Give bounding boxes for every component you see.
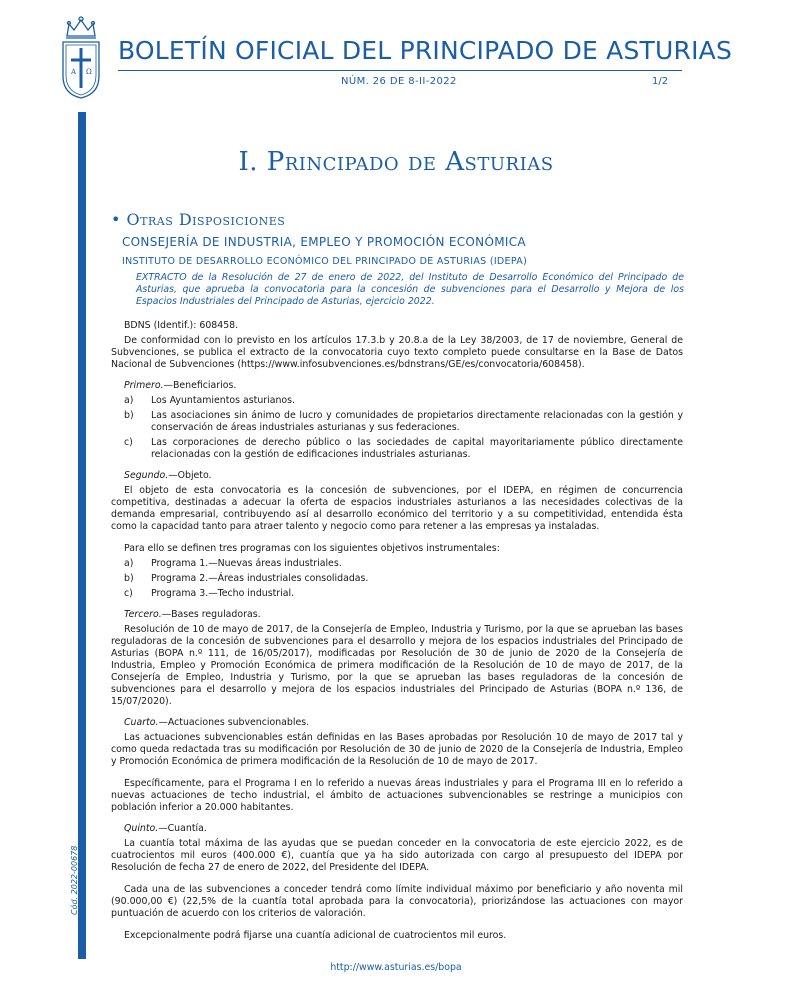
ministry-name: CONSEJERÍA DE INDUSTRIA, EMPLEO Y PROMOCIÓN ECONÓMICA (122, 235, 526, 249)
abstract: EXTRACTO de la Resolución de 27 de enero de 2022, del Instituto de Desarrollo Económico del Principado de Asturias, que aprueba la convocatoria para la concesión de subvenciones para el Desarrollo y Mejora de los Espacios Industriales del Principado de Asturias, ejercicio 2022. (136, 272, 684, 307)
list-item: b) Las asociaciones sin ánimo de lucro y comunidades de propietarios directamente relacionadas con la gestión y conservación de áreas industriales asturianas y sus federaciones. (124, 410, 683, 433)
side-margin-bar (78, 112, 86, 959)
section-title: I. Principado de Asturias (238, 147, 554, 177)
document-body (111, 320, 683, 942)
bulletin-title: BOLETÍN OFICIAL DEL PRINCIPADO DE ASTURIAS (118, 36, 733, 65)
heading-quinto: Quinto.—Cuantía. (124, 823, 207, 834)
paragraph: Cada una de las subvenciones a conceder tendrá como límite individual máximo por beneficiario y año noventa mil (90.000,00 €) (22,5% de la cuantía total aprobada para la convocatoria), priorizándose las actuaciones con mayor puntuación de acuerdo con los criterios de valoración. (111, 884, 683, 919)
asturias-crest-icon (57, 14, 105, 100)
header-divider (118, 70, 682, 71)
paragraph: Excepcionalmente podrá fijarse una cuantía adicional de cuatrocientos mil euros. (124, 930, 507, 941)
paragraph: La cuantía total máxima de las ayudas que se puedan conceder en la convocatoria de este ejercicio 2022, es de cuatrocientos mil euros (400.000 €), cuantía que ya ha sido autorizada con cargo al presupuesto del IDEPA por Resolución de fecha 27 de enero de 2022, del Presidente del IDEPA. (111, 838, 683, 873)
paragraph: El objeto de esta convocatoria es la concesión de subvenciones, por el IDEPA, en régimen de concurrencia competitiva, destinadas a adecuar la oferta de espacios industriales asturianos a las necesidades colectivas de la demanda empresarial, contribuyendo así al desarrollo económico del territorio y a su competitividad, entendida ésta como la capacidad tanto para atraer talento y negocio como para retener a las empresas ya instaladas. (111, 485, 683, 532)
intro-paragraph: De conformidad con lo previsto en los artículos 17.3.b y 20.8.a de la Ley 38/2003, de 17 de noviembre, General de Subvenciones, se publica el extracto de la convocatoria cuyo texto completo puede consultarse en la Base de Datos Nacional de Subvenciones (https://www.infosubvenciones.es/bdnstrans/GE/es/convocatoria/608458). (111, 335, 683, 370)
beneficiaries-list (124, 395, 683, 461)
paragraph: Específicamente, para el Programa I en lo referido a nuevas áreas industriales y para el Programa III en lo referido a nuevas actuaciones de techo industrial, el ámbito de actuaciones subvencionables se restringe a municipios con población inferior a 20.000 habitantes. (111, 778, 683, 813)
list-item: b) Programa 2.—Áreas industriales consolidadas. (124, 573, 369, 584)
paragraph: Para ello se definen tres programas con los siguientes objetivos instrumentales: (124, 543, 500, 554)
heading-cuarto: Cuarto.—Actuaciones subvencionables. (124, 717, 310, 728)
list-item: c) Programa 3.—Techo industrial. (124, 588, 295, 599)
subsection-title: • Otras Disposiciones (111, 210, 286, 229)
svg-text:Ω: Ω (86, 68, 92, 76)
paragraph: Resolución de 10 de mayo de 2017, de la Consejería de Empleo, Industria y Turismo, por la que se aprueban las bases reguladoras de la concesión de subvenciones para el desarrollo y mejora de los espacios industriales del Principado de Asturias (BOPA n.º 111, de 16/05/2017), modificadas por Resolución de 30 de junio de 2020 de la Consejería de Industria, Empleo y Promoción Económica de primera modificación de la Resolución de 10 de mayo de 2017, de la Consejería de Empleo, Industria y Turismo, por la que se aprueban las bases reguladoras de la concesión de subvenciones para el desarrollo y mejora de los espacios industriales del Principado de Asturias (BOPA n.º 136, de 15/07/2020). (111, 624, 683, 707)
document-code: Cód. 2022-00678 (70, 845, 79, 915)
heading-tercero: Tercero.—Bases reguladoras. (124, 609, 261, 620)
heading-segundo: Segundo.—Objeto. (124, 470, 212, 481)
footer-url-link[interactable]: http://www.asturias.es/bopa (330, 962, 462, 973)
list-item: a) Programa 1.—Nuevas áreas industriales. (124, 558, 342, 569)
page-number: 1/2 (652, 76, 669, 87)
list-item: a) Los Ayuntamientos asturianos. (124, 395, 296, 406)
institute-name: INSTITUTO DE DESARROLLO ECONÓMICO DEL PRINCIPADO DE ASTURIAS (IDEPA) (122, 256, 528, 267)
list-item: c) Las corporaciones de derecho público o las sociedades de capital mayoritariamente público directamente relacionadas con la gestión de edificaciones industriales asturianas. (124, 437, 683, 460)
svg-text:A: A (71, 68, 77, 76)
issue-number: NÚM. 26 DE 8-II-2022 (341, 76, 457, 87)
bdns-id: BDNS (Identif.): 608458. (124, 320, 239, 331)
paragraph: Las actuaciones subvencionables están definidas en las Bases aprobadas por Resolución 10 de mayo de 2017 tal y como queda redactada tras su modificación por Resolución de 30 de junio de 2020 de la Consejería de Industria, Empleo y Promoción Económica de primera modificación de la Resolución de 10 de mayo de 2017. (111, 732, 683, 767)
heading-primero: Primero.—Beneficiarios. (124, 380, 237, 391)
programs-list (124, 558, 683, 600)
